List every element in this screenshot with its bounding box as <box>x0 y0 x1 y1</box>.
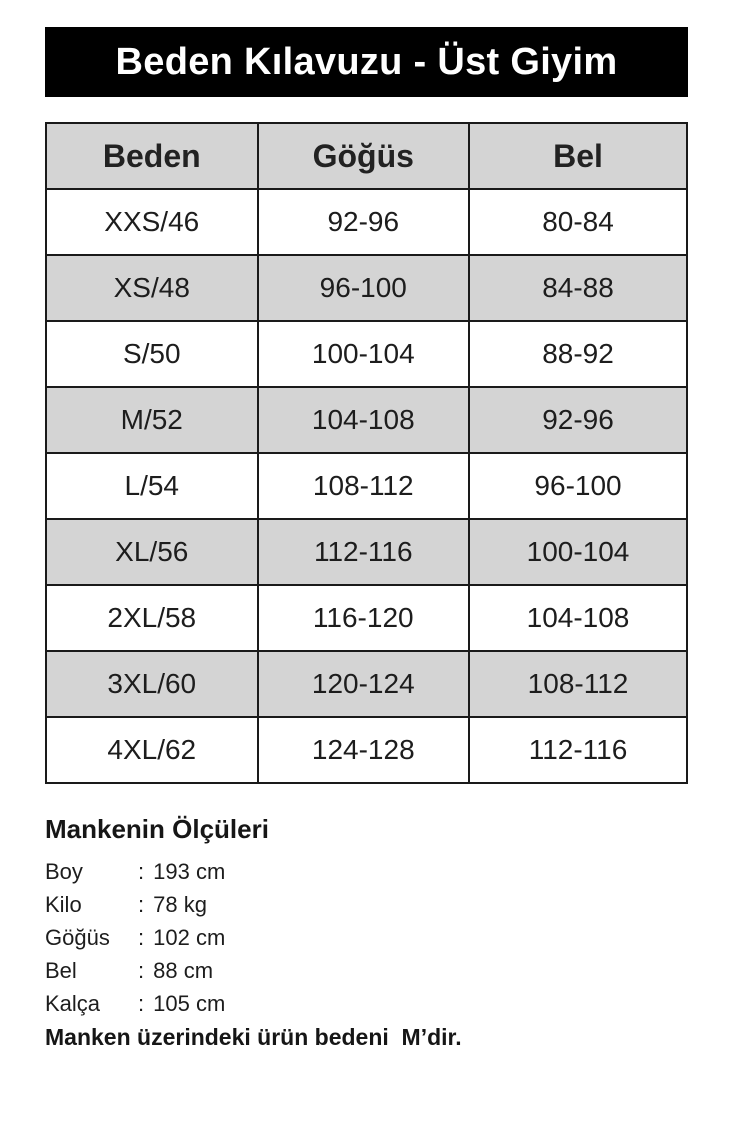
chest-cell: 104-108 <box>258 387 470 453</box>
size-cell: 3XL/60 <box>46 651 258 717</box>
measurement-row-boy <box>45 855 688 888</box>
measurement-separator: : <box>138 925 145 950</box>
size-cell: S/50 <box>46 321 258 387</box>
size-cell: XL/56 <box>46 519 258 585</box>
measurement-separator: : <box>138 991 145 1016</box>
waist-cell: 96-100 <box>469 453 687 519</box>
chest-cell: 124-128 <box>258 717 470 783</box>
waist-cell: 84-88 <box>469 255 687 321</box>
size-table <box>45 122 688 784</box>
measurement-label: Bel <box>45 958 77 983</box>
table-row <box>46 717 687 783</box>
table-row <box>46 519 687 585</box>
chest-cell: 108-112 <box>258 453 470 519</box>
measurement-value: 88 cm <box>153 958 214 983</box>
waist-cell: 108-112 <box>469 651 687 717</box>
measurement-value: 78 kg <box>153 892 207 917</box>
measurement-label: Kilo <box>45 892 82 917</box>
measurement-separator: : <box>138 892 145 917</box>
table-row <box>46 189 687 255</box>
chest-cell: 92-96 <box>258 189 470 255</box>
title-bar <box>45 27 688 97</box>
waist-cell: 80-84 <box>469 189 687 255</box>
chest-cell: 112-116 <box>258 519 470 585</box>
size-cell: 2XL/58 <box>46 585 258 651</box>
measurements-heading: Mankenin Ölçüleri <box>45 814 269 844</box>
measurement-row-kilo <box>45 888 688 921</box>
size-cell: M/52 <box>46 387 258 453</box>
waist-cell: 100-104 <box>469 519 687 585</box>
table-header-row <box>46 123 687 189</box>
measurement-row-gogus <box>45 921 688 954</box>
size-cell: 4XL/62 <box>46 717 258 783</box>
column-header-bel: Bel <box>469 123 687 189</box>
chest-cell: 96-100 <box>258 255 470 321</box>
chest-cell: 120-124 <box>258 651 470 717</box>
size-cell: XXS/46 <box>46 189 258 255</box>
table-row <box>46 321 687 387</box>
table-row <box>46 585 687 651</box>
column-header-beden: Beden <box>46 123 258 189</box>
chest-cell: 116-120 <box>258 585 470 651</box>
measurement-value: 193 cm <box>153 859 226 884</box>
measurement-value: 102 cm <box>153 925 226 950</box>
waist-cell: 92-96 <box>469 387 687 453</box>
waist-cell: 104-108 <box>469 585 687 651</box>
measurement-row-bel <box>45 954 688 987</box>
column-header-gogus: Göğüs <box>258 123 470 189</box>
waist-cell: 88-92 <box>469 321 687 387</box>
model-measurements-section <box>45 814 688 1054</box>
size-cell: L/54 <box>46 453 258 519</box>
measurement-separator: : <box>138 859 145 884</box>
measurement-label: Göğüs <box>45 925 110 950</box>
measurement-label: Boy <box>45 859 83 884</box>
table-row <box>46 255 687 321</box>
measurement-separator: : <box>138 958 145 983</box>
measurement-row-kalca <box>45 987 688 1020</box>
chest-cell: 100-104 <box>258 321 470 387</box>
size-guide-page <box>45 27 688 1054</box>
waist-cell: 112-116 <box>469 717 687 783</box>
table-row <box>46 387 687 453</box>
size-cell: XS/48 <box>46 255 258 321</box>
measurement-value: 105 cm <box>153 991 226 1016</box>
model-size-note: Manken üzerindeki ürün bedeni M’dir. <box>45 1024 462 1050</box>
table-row <box>46 453 687 519</box>
table-row <box>46 651 687 717</box>
page-title: Beden Kılavuzu - Üst Giyim <box>115 40 618 83</box>
measurement-label: Kalça <box>45 991 101 1016</box>
